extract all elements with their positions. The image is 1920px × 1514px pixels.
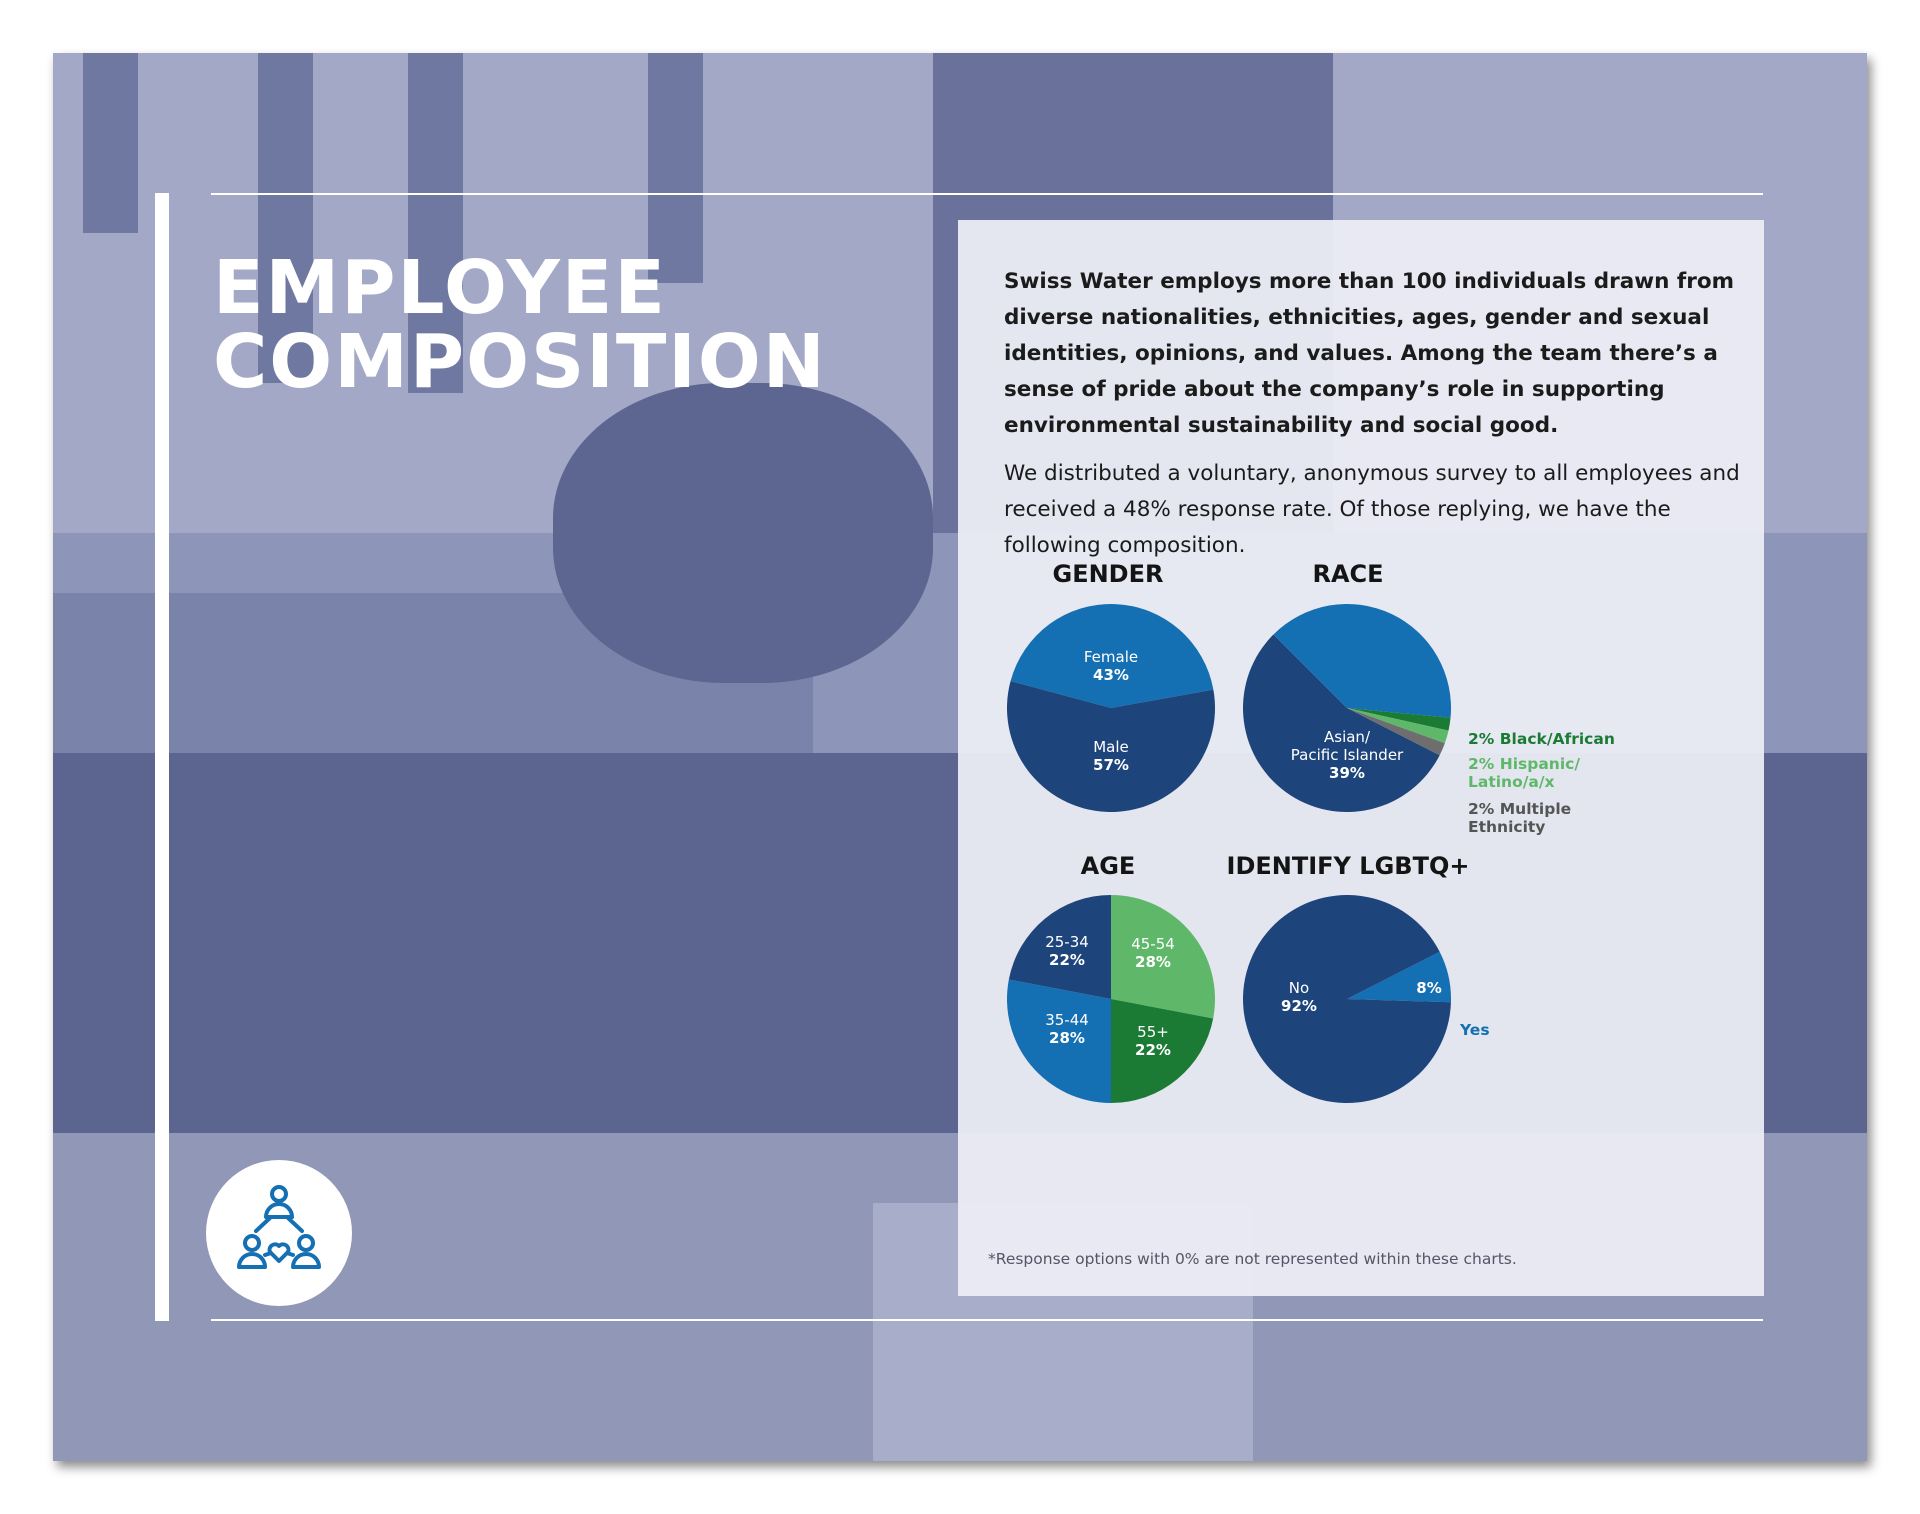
- pie-slice-label: No 92%: [1281, 979, 1317, 1015]
- race-legend-multiple-label: Multiple Ethnicity: [1468, 800, 1572, 836]
- page-title: [213, 245, 827, 405]
- lgbtq-chart-title: IDENTIFY LGBTQ+: [1226, 852, 1470, 880]
- race-pie-chart: [1241, 602, 1453, 814]
- pie-slice-label: 25-34 22%: [1045, 933, 1089, 969]
- pie-slice-label: 8%: [1416, 979, 1442, 997]
- pie-slice-label: Asian/ Pacific Islander 39%: [1290, 728, 1404, 782]
- race-legend-multiple: [1468, 800, 1578, 836]
- race-legend-hispanic: [1468, 755, 1608, 791]
- lgbtq-legend-yes: Yes: [1460, 1021, 1490, 1039]
- content-panel: [958, 220, 1764, 1296]
- footnote: *Response options with 0% are not represented within these charts.: [988, 1250, 1517, 1268]
- frame-bottom-rule: [211, 1319, 1763, 1321]
- pie-slice-label: Female 43%: [1083, 648, 1139, 684]
- race-legend-hispanic-value: 2%: [1468, 755, 1495, 773]
- age-chart-title: AGE: [1080, 852, 1136, 880]
- intro-bold-paragraph: Swiss Water employs more than 100 individuals drawn from diverse nationalities, ethnicities, ages, gender and sexual identities, opinions, and values. Among the team there’s a sense of pride about the company’s role in supporting environmental sustainability and social good.: [1004, 269, 1735, 438]
- race-legend-multiple-value: 2%: [1468, 800, 1495, 818]
- race-legend-black-label: Black/African: [1499, 730, 1615, 748]
- frame-left-bar: [155, 193, 169, 1321]
- pie-slice-label: Male 57%: [1093, 738, 1129, 774]
- pie-slice-label: 35-44 28%: [1045, 1011, 1089, 1047]
- race-chart-title: RACE: [1312, 560, 1384, 588]
- gender-pie-chart: [1005, 602, 1217, 814]
- people-heart-icon: [231, 1185, 327, 1281]
- building-window: [83, 53, 138, 233]
- race-legend-black-value: 2%: [1468, 730, 1495, 748]
- lgbtq-pie-chart: [1241, 893, 1453, 1105]
- tree: [553, 383, 933, 683]
- people-badge: [206, 1160, 352, 1306]
- pie-slice-label: 45-54 28%: [1131, 935, 1175, 971]
- pie-slice-label: 55+ 22%: [1135, 1023, 1171, 1059]
- title-line-1: EMPLOYEE: [213, 245, 667, 331]
- page-background: [53, 53, 1867, 1461]
- title-line-2: COMPOSITION: [213, 319, 827, 405]
- race-legend-hispanic-label: Hispanic/ Latino/a/x: [1468, 755, 1580, 791]
- gender-chart-title: GENDER: [1052, 560, 1164, 588]
- age-pie-chart: [1005, 893, 1217, 1105]
- frame-top-rule: [211, 193, 1763, 195]
- race-legend-black: [1468, 730, 1615, 748]
- intro-survey-paragraph: We distributed a voluntary, anonymous survey to all employees and received a 48% response rate. Of those replying, we have the following composition.: [1004, 461, 1740, 558]
